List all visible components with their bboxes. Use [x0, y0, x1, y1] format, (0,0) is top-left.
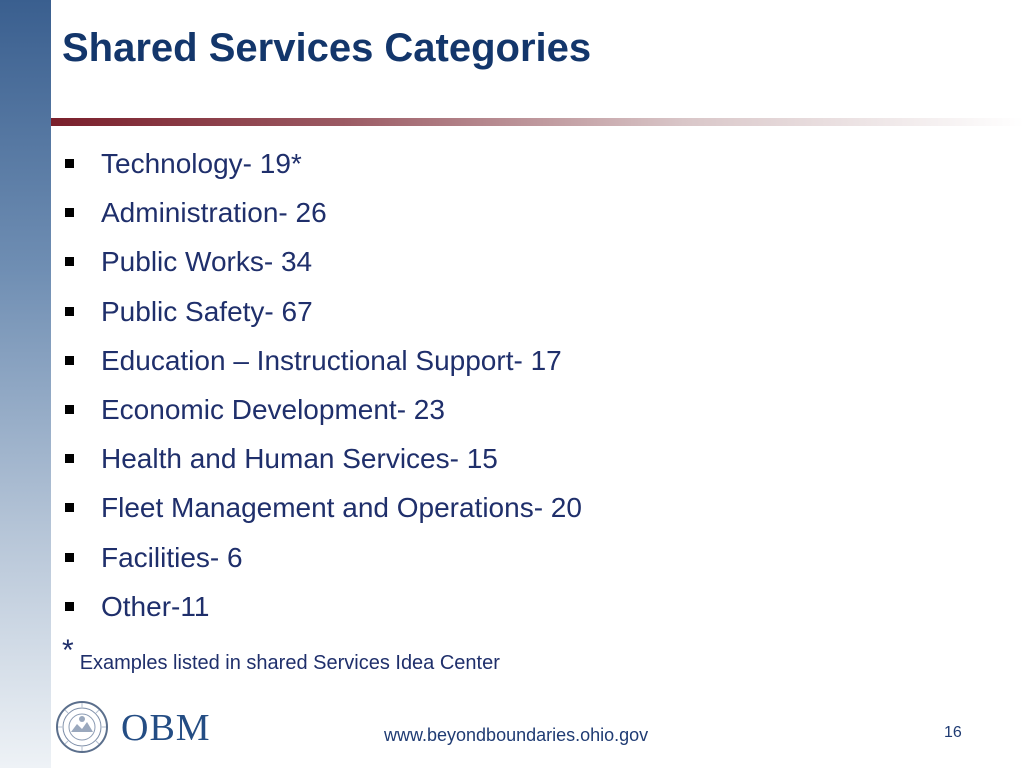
list-item-text: Economic Development- 23	[101, 393, 445, 425]
footnote-marker: *	[62, 634, 74, 667]
footnote-text: Examples listed in shared Services Idea Center	[79, 652, 500, 674]
footer-url[interactable]: www.beyondboundaries.ohio.gov	[384, 725, 649, 745]
list-item	[62, 287, 582, 336]
list-item	[62, 336, 582, 385]
ohio-budget-seal-icon	[55, 700, 109, 754]
square-bullet-icon	[65, 405, 74, 414]
title-divider-rule	[51, 118, 1024, 126]
square-bullet-icon	[65, 257, 74, 266]
square-bullet-icon	[65, 159, 74, 168]
list-item	[62, 483, 582, 532]
obm-logo	[55, 700, 225, 756]
list-item	[62, 582, 582, 631]
square-bullet-icon	[65, 553, 74, 562]
list-item-text: Technology- 19*	[101, 148, 302, 179]
square-bullet-icon	[65, 454, 74, 463]
list-item-text: Public Works- 34	[101, 246, 313, 278]
list-item	[62, 139, 582, 188]
square-bullet-icon	[65, 208, 74, 217]
list-item	[62, 385, 582, 434]
side-gradient-bar	[0, 0, 51, 768]
square-bullet-icon	[65, 307, 74, 316]
list-item-text: Facilities- 6	[101, 541, 243, 573]
obm-logo-text: OBM	[121, 707, 211, 749]
list-item-text: Education – Instructional Support- 17	[101, 344, 562, 376]
square-bullet-icon	[65, 503, 74, 512]
square-bullet-icon	[65, 602, 74, 611]
page-number: 16	[944, 724, 962, 741]
list-item	[62, 533, 582, 582]
list-item-text: Other-11	[101, 590, 210, 622]
list-item-text: Public Safety- 67	[101, 295, 313, 327]
list-item-text: Health and Human Services- 15	[101, 443, 498, 475]
list-item	[62, 434, 582, 483]
square-bullet-icon	[65, 356, 74, 365]
list-item	[62, 188, 582, 237]
list-item	[62, 237, 582, 286]
slide-title: Shared Services Categories	[62, 26, 592, 70]
list-item-text: Fleet Management and Operations- 20	[101, 492, 582, 524]
category-list	[62, 139, 582, 631]
list-item-text: Administration- 26	[101, 197, 327, 229]
footnote	[62, 634, 500, 674]
